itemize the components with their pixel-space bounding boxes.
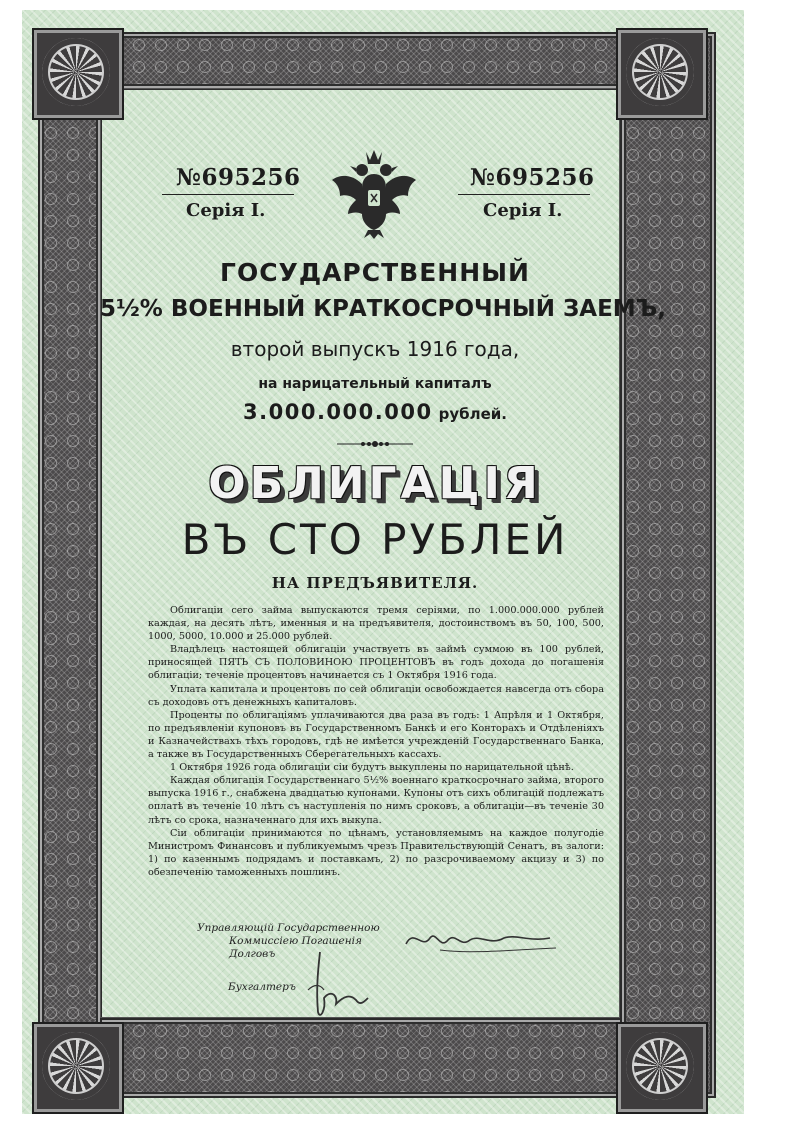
- manager-signature: [400, 920, 560, 960]
- terms-text: [148, 604, 604, 879]
- terms-paragraph: Сіи облигаціи принимаются по цѣнамъ, установляемымъ на каждое полугодіе Министромъ Финансовъ и публикуемымъ чрезъ Правительствующій Сенатъ, въ залоги: 1) по казеннымъ подрядамъ и поставкамъ, 2) по разсрочиваемому акцизу и 3) по обезпеченію таможенныхъ пошлинъ.: [148, 827, 604, 878]
- accountant-signature: [290, 950, 370, 1022]
- capital-amount: [100, 400, 650, 424]
- title-state: ГОСУДАРСТВЕННЫЙ: [220, 258, 530, 287]
- capital-amount-unit: рублей.: [438, 405, 507, 423]
- terms-paragraph: Уплата капитала и процентовъ по сей облигаціи освобождается навсегда отъ сбора съ доходовъ отъ денежныхъ капиталовъ.: [148, 683, 604, 708]
- series-label-right: Серія I.: [483, 200, 563, 221]
- terms-paragraph: 1 Октября 1926 года облигаціи сіи будутъ выкуплены по нарицательной цѣнѣ.: [170, 762, 574, 774]
- corner-rosette-bottom-right: [616, 1022, 708, 1114]
- manager-caption-line2: Коммиссіею Погашенія Долговъ: [229, 935, 362, 960]
- manager-caption-line1: Управляющій Государственною: [197, 922, 380, 934]
- heading-obligation: ОБЛИГАЦІЯ: [208, 458, 542, 509]
- corner-rosette-top-left: [32, 28, 124, 120]
- frame-bottom-border: [38, 1018, 716, 1098]
- double-headed-eagle-icon: [326, 144, 422, 240]
- frame-right-border: [620, 32, 716, 1098]
- series-label-left: Серія I.: [186, 200, 266, 221]
- terms-paragraph: Каждая облигація Государственнаго 5½% военнаго краткосрочнаго займа, второго выпуска 1916 г., снабжена двадцатью купонами. Купоны отъ сихъ облигацій подлежатъ оплатѣ въ теченіе 10 лѣтъ съ наступленія по нимъ сроковъ, а облигаціи—въ теченіе 30 лѣтъ со срока, назначеннаго для ихъ выкупа.: [148, 775, 604, 826]
- accountant-caption: Бухгалтеръ: [228, 981, 296, 993]
- serial-number-left: №695256: [176, 164, 301, 191]
- frame-left-border: [38, 32, 102, 1098]
- capital-amount-value: 3.000.000.000: [243, 400, 433, 424]
- corner-rosette-top-right: [616, 28, 708, 120]
- serial-number-right: №695256: [470, 164, 595, 191]
- heading-bearer: НА ПРЕДЪЯВИТЕЛЯ.: [271, 574, 479, 592]
- title-issue: второй выпускъ 1916 года,: [230, 337, 520, 361]
- title-loan-name: 5½% ВОЕННЫЙ КРАТКОСРОЧНЫЙ ЗАЕМЪ,: [100, 296, 667, 322]
- corner-rosette-bottom-left: [32, 1022, 124, 1114]
- terms-paragraph: Проценты по облигаціямъ уплачиваются два раза въ годъ: 1 Апрѣля и 1 Октября, по предъявленіи купоновъ въ Государственномъ Банкѣ и его Конторахъ и Отдѣленіяхъ и Казначействахъ тѣхъ городовъ, гдѣ не имѣется учрежденій Государственнаго Банка, а также въ Государственныхъ Сберегательныхъ кассахъ.: [148, 709, 604, 761]
- serial-rule-right: [458, 194, 590, 195]
- terms-paragraph: Владѣлецъ настоящей облигаціи участвуетъ въ займѣ суммою въ 100 рублей, приносящей ПЯТЬ СЪ ПОЛОВИНОЮ ПРОЦЕНТОВЪ въ годъ дохода до погашенія облигаціи; теченіе процентовъ начинается съ 1 Октября 1916 года.: [148, 644, 604, 682]
- terms-paragraph: Облигаціи сего займа выпускаются тремя серіями, по 1.000.000.000 рублей каждая, на десять лѣтъ, именныя и на предъявителя, достоинствомъ въ 50, 100, 500, 1000, 5000, 10.000 и 25.000 рублей.: [148, 605, 604, 643]
- frame-top-border: [38, 32, 716, 90]
- divider-ornament: [335, 438, 415, 450]
- serial-rule-left: [162, 194, 294, 195]
- title-capital-label: на нарицательный капиталъ: [258, 376, 492, 392]
- heading-denomination: ВЪ СТО РУБЛЕЙ: [181, 515, 569, 564]
